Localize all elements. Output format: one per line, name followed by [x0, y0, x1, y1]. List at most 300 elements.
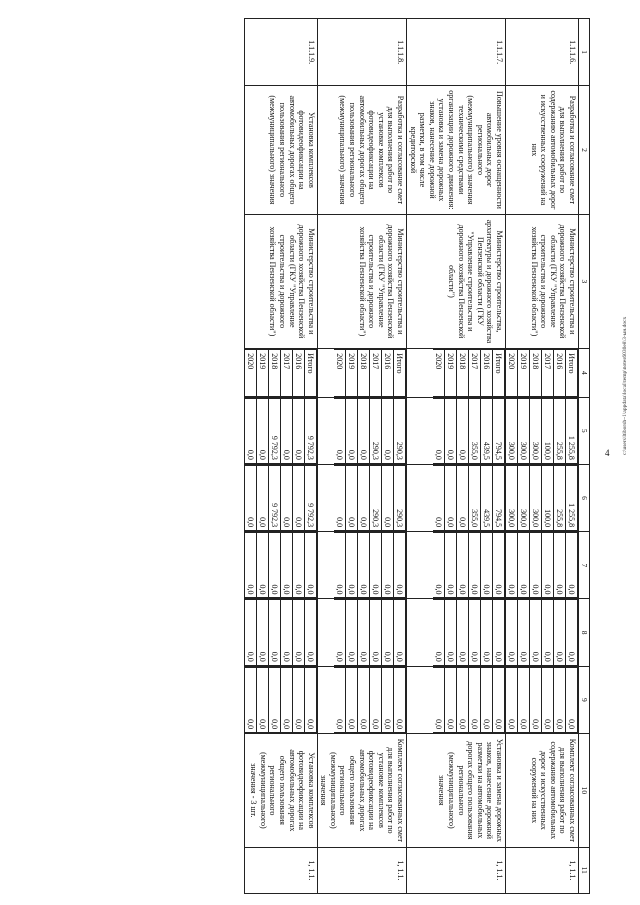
value-stack: [245, 532, 317, 598]
value-row: [268, 350, 280, 396]
value-cell: 0,0: [280, 600, 292, 665]
value-stack: [433, 599, 505, 665]
value-stack: [334, 465, 406, 531]
year-list: [506, 349, 579, 397]
value-row: [481, 667, 493, 732]
value-row: [280, 533, 292, 598]
value-row: [256, 600, 268, 665]
value-row: [370, 600, 382, 665]
value-row: [268, 533, 280, 598]
value-row: [445, 465, 457, 530]
value-row: [358, 398, 370, 463]
year-cell: Итого: [566, 350, 578, 396]
value-row: [370, 350, 382, 396]
value-cell: 300,0: [530, 398, 542, 463]
column-number-6: 6: [579, 464, 590, 531]
value-row: [245, 465, 257, 530]
year-cell: Итого: [304, 350, 316, 396]
value-row: [493, 667, 505, 732]
file-path-footer: c:\users\ltiborsh~1\appdata\local\temp\notes6030e8\3-ын.docx: [622, 316, 628, 455]
indicator-link: 1, 1.1.: [244, 847, 317, 893]
value-row: [256, 350, 268, 396]
value-row: [370, 667, 382, 732]
value-row: [481, 533, 493, 598]
value-cell: 0,0: [358, 398, 370, 463]
value-cell: 0,0: [370, 600, 382, 665]
value-cell: 255,8: [554, 465, 566, 530]
value-row: [394, 533, 406, 598]
column-number-7: 7: [579, 532, 590, 599]
value-row: [518, 600, 530, 665]
value-cell: 0,0: [334, 600, 346, 665]
year-cell: Итого: [493, 350, 505, 396]
value-row: [481, 398, 493, 463]
value-row: [566, 350, 578, 396]
federal-budget-list: [407, 532, 506, 599]
value-cell: 0,0: [256, 600, 268, 665]
row-code: 1.1.1.9.: [244, 19, 317, 86]
year-cell: 2019: [445, 350, 457, 396]
table-row: [317, 19, 406, 894]
value-cell: 0,0: [506, 533, 518, 598]
year-cell: 2018: [457, 350, 469, 396]
value-row: [245, 667, 257, 732]
value-cell: 0,0: [469, 600, 481, 665]
value-stack: [433, 667, 505, 733]
value-row: [280, 667, 292, 732]
value-row: [481, 600, 493, 665]
value-cell: 355,0: [469, 465, 481, 530]
value-cell: 0,0: [433, 465, 445, 530]
column-number-11: 11: [579, 847, 590, 893]
value-cell: 0,0: [445, 398, 457, 463]
value-cell: 0,0: [530, 533, 542, 598]
value-cell: 0,0: [445, 600, 457, 665]
value-row: [457, 350, 469, 396]
value-stack: [334, 349, 406, 396]
executor: Министерство строительства и дорожного хозяйства Пензенской области (ГКУ "Управление строительства и дорожного хозяйства Пензенской области"): [244, 214, 317, 349]
value-row: [457, 465, 469, 530]
value-cell: 0,0: [382, 533, 394, 598]
value-cell: 255,8: [554, 398, 566, 463]
value-stack: [433, 465, 505, 531]
value-stack: [245, 599, 317, 665]
value-row: [256, 465, 268, 530]
other-sources-list: [407, 666, 506, 733]
indicator-link: 1, 1.1.: [407, 847, 506, 893]
value-cell: 0,0: [268, 533, 280, 598]
value-row: [358, 350, 370, 396]
activity-name: Разработка и согласование смет для выполнения работ по установке комплексов фотовидеофиксации на автомобильных дорогах общего пользования регионального (межмуниципального) значения: [317, 86, 406, 214]
value-cell: 0,0: [382, 398, 394, 463]
year-cell: 2016: [382, 350, 394, 396]
value-row: [445, 533, 457, 598]
row-code: 1.1.1.8.: [317, 19, 406, 86]
value-row: [433, 465, 445, 530]
value-stack: [334, 599, 406, 665]
value-row: [542, 600, 554, 665]
value-row: [370, 533, 382, 598]
value-cell: 300,0: [518, 465, 530, 530]
year-cell: 2017: [469, 350, 481, 396]
value-row: [292, 667, 304, 732]
value-row: [554, 533, 566, 598]
value-row: [493, 600, 505, 665]
value-row: [542, 533, 554, 598]
year-cell: 2020: [334, 350, 346, 396]
column-number-5: 5: [579, 397, 590, 464]
value-row: [304, 533, 316, 598]
year-cell: 2020: [506, 350, 518, 396]
value-row: [506, 600, 518, 665]
value-cell: 0,0: [518, 600, 530, 665]
value-cell: 0,0: [245, 600, 257, 665]
total-funding-list: [506, 397, 579, 464]
table-row: [407, 19, 506, 894]
value-row: [256, 533, 268, 598]
value-stack: [245, 465, 317, 531]
value-cell: 1 255,8: [566, 465, 578, 530]
value-row: [292, 465, 304, 530]
value-row: [554, 667, 566, 732]
year-list: [244, 349, 317, 397]
value-cell: 0,0: [566, 533, 578, 598]
value-row: [346, 533, 358, 598]
value-cell: 0,0: [292, 533, 304, 598]
value-cell: 100,0: [542, 465, 554, 530]
value-row: [304, 667, 316, 732]
value-cell: 0,0: [445, 465, 457, 530]
value-cell: 0,0: [292, 398, 304, 463]
year-cell: 2016: [481, 350, 493, 396]
value-stack: [433, 398, 505, 464]
column-number-9: 9: [579, 666, 590, 733]
federal-budget-list: [506, 532, 579, 599]
local-budget-list: [407, 599, 506, 666]
federal-budget-list: [244, 532, 317, 599]
value-row: [346, 667, 358, 732]
expected-result: Комплект согласованных смет для выполнения работ по установке комплексов фотовидеофиксации на автомобильных дорогах общего пользования регионального (межмуниципального) значения: [317, 734, 406, 848]
table-row: [506, 19, 579, 894]
value-cell: 0,0: [566, 667, 578, 732]
value-row: [382, 667, 394, 732]
value-cell: 0,0: [292, 667, 304, 732]
value-row: [268, 600, 280, 665]
column-number-2: 2: [579, 86, 590, 214]
value-cell: 0,0: [280, 533, 292, 598]
indicator-link: 1, 1.1.: [317, 847, 406, 893]
year-cell: 2019: [256, 350, 268, 396]
value-cell: 290,3: [370, 398, 382, 463]
value-cell: 0,0: [506, 667, 518, 732]
value-row: [530, 398, 542, 463]
value-cell: 0,0: [280, 465, 292, 530]
value-row: [394, 465, 406, 530]
column-number-3: 3: [579, 214, 590, 349]
value-row: [245, 600, 257, 665]
federal-budget-list: [317, 532, 406, 599]
value-row: [433, 533, 445, 598]
column-number-4: 4: [579, 349, 590, 397]
value-row: [506, 667, 518, 732]
total-funding-list: [317, 397, 406, 464]
value-cell: 0,0: [256, 398, 268, 463]
value-cell: 0,0: [433, 533, 445, 598]
value-row: [542, 465, 554, 530]
value-row: [506, 533, 518, 598]
value-row: [457, 600, 469, 665]
value-cell: 0,0: [493, 667, 505, 732]
value-cell: 0,0: [358, 533, 370, 598]
value-cell: 0,0: [554, 600, 566, 665]
value-row: [334, 533, 346, 598]
value-row: [518, 398, 530, 463]
value-row: [493, 398, 505, 463]
value-cell: 0,0: [292, 600, 304, 665]
value-row: [469, 465, 481, 530]
value-row: [334, 398, 346, 463]
value-cell: 0,0: [382, 465, 394, 530]
value-row: [554, 350, 566, 396]
value-row: [457, 398, 469, 463]
value-row: [542, 350, 554, 396]
value-stack: [506, 349, 578, 396]
value-row: [542, 398, 554, 463]
value-cell: 355,0: [469, 398, 481, 463]
column-number-1: 1: [579, 19, 590, 86]
year-cell: 2017: [542, 350, 554, 396]
value-stack: [245, 349, 317, 396]
value-row: [469, 350, 481, 396]
value-row: [382, 465, 394, 530]
value-row: [566, 465, 578, 530]
year-cell: 2018: [358, 350, 370, 396]
value-row: [566, 600, 578, 665]
value-row: [268, 465, 280, 530]
value-cell: 0,0: [358, 667, 370, 732]
value-cell: 0,0: [346, 667, 358, 732]
expected-result: Установка и замена дорожных знаков, нанесение дорожной разметки на автомобильных дорогах общего пользования регионального (межмуниципального) значения: [407, 734, 506, 848]
value-row: [280, 600, 292, 665]
value-cell: 300,0: [506, 465, 518, 530]
value-row: [518, 350, 530, 396]
value-cell: 0,0: [493, 600, 505, 665]
value-cell: 0,0: [554, 667, 566, 732]
value-cell: 0,0: [457, 667, 469, 732]
value-cell: 0,0: [433, 600, 445, 665]
year-cell: 2020: [433, 350, 445, 396]
value-row: [304, 398, 316, 463]
value-cell: 0,0: [469, 533, 481, 598]
value-cell: 0,0: [469, 667, 481, 732]
value-cell: 0,0: [358, 465, 370, 530]
value-row: [280, 465, 292, 530]
value-row: [530, 465, 542, 530]
value-cell: 0,0: [481, 600, 493, 665]
column-number-header: [579, 19, 590, 894]
year-cell: Итого: [394, 350, 406, 396]
value-cell: 0,0: [445, 667, 457, 732]
year-cell: 2018: [530, 350, 542, 396]
activity-name: Разработка и согласование смет для выполнения работ по содержанию автомобильных дорог и искусственных сооружений на них: [506, 86, 579, 214]
value-cell: 0,0: [268, 667, 280, 732]
value-row: [445, 398, 457, 463]
value-row: [382, 350, 394, 396]
value-cell: 0,0: [256, 465, 268, 530]
value-cell: 290,3: [394, 465, 406, 530]
expected-result: Комплект согласованных смет для выполнения работ по содержанию автомобильных дорог и искусственных сооружений на них: [506, 734, 579, 848]
value-row: [530, 600, 542, 665]
program-table: [244, 18, 590, 894]
row-code: 1.1.1.7.: [407, 19, 506, 86]
column-number-10: 10: [579, 734, 590, 848]
year-cell: 2016: [554, 350, 566, 396]
value-cell: 0,0: [256, 533, 268, 598]
value-row: [506, 465, 518, 530]
value-cell: 9 792,3: [268, 465, 280, 530]
value-cell: 0,0: [245, 465, 257, 530]
value-row: [469, 667, 481, 732]
value-row: [292, 600, 304, 665]
value-row: [358, 533, 370, 598]
value-cell: 0,0: [334, 465, 346, 530]
value-row: [457, 667, 469, 732]
value-stack: [334, 667, 406, 733]
value-row: [358, 465, 370, 530]
value-row: [304, 465, 316, 530]
value-row: [292, 533, 304, 598]
value-row: [245, 533, 257, 598]
value-row: [542, 667, 554, 732]
other-sources-list: [506, 666, 579, 733]
value-cell: 0,0: [245, 398, 257, 463]
value-row: [334, 465, 346, 530]
value-row: [280, 398, 292, 463]
value-row: [518, 667, 530, 732]
value-cell: 0,0: [346, 533, 358, 598]
activity-name: Установка комплексов фотовидеофиксации на автомобильных дорогах общего пользования регионального (межмуниципального) значения: [244, 86, 317, 214]
value-row: [382, 533, 394, 598]
year-cell: 2017: [280, 350, 292, 396]
value-cell: 0,0: [518, 667, 530, 732]
value-row: [292, 350, 304, 396]
value-row: [334, 667, 346, 732]
value-cell: 0,0: [370, 533, 382, 598]
value-row: [506, 350, 518, 396]
value-row: [268, 398, 280, 463]
value-row: [256, 667, 268, 732]
value-stack: [506, 532, 578, 598]
value-cell: 794,5: [493, 465, 505, 530]
value-row: [506, 398, 518, 463]
value-stack: [506, 398, 578, 464]
value-row: [245, 350, 257, 396]
value-row: [370, 398, 382, 463]
value-row: [481, 465, 493, 530]
value-row: [346, 465, 358, 530]
value-cell: 0,0: [457, 398, 469, 463]
year-list: [407, 349, 506, 397]
value-cell: 300,0: [506, 398, 518, 463]
regional-budget-list: [506, 464, 579, 531]
value-row: [358, 667, 370, 732]
value-row: [268, 667, 280, 732]
expected-result: Установка комплексов фотовидеофиксации на автомобильных дорогах общего пользования регионального (межмуниципального) значения - 3 шт.: [244, 734, 317, 848]
value-cell: 0,0: [506, 600, 518, 665]
value-cell: 439,5: [481, 465, 493, 530]
value-stack: [506, 599, 578, 665]
value-row: [346, 398, 358, 463]
value-cell: 0,0: [245, 533, 257, 598]
value-row: [481, 350, 493, 396]
value-row: [382, 398, 394, 463]
value-cell: 439,5: [481, 398, 493, 463]
value-cell: 0,0: [457, 600, 469, 665]
value-stack: [245, 398, 317, 464]
value-cell: 0,0: [457, 533, 469, 598]
value-cell: 0,0: [370, 667, 382, 732]
value-stack: [433, 349, 505, 396]
value-row: [394, 398, 406, 463]
value-row: [554, 465, 566, 530]
value-cell: 0,0: [457, 465, 469, 530]
value-cell: 0,0: [566, 600, 578, 665]
value-row: [518, 465, 530, 530]
year-cell: 2019: [346, 350, 358, 396]
regional-budget-list: [317, 464, 406, 531]
value-row: [530, 350, 542, 396]
value-row: [334, 600, 346, 665]
value-cell: 0,0: [280, 667, 292, 732]
value-row: [469, 398, 481, 463]
value-cell: 0,0: [334, 533, 346, 598]
value-cell: 0,0: [334, 667, 346, 732]
value-row: [530, 533, 542, 598]
value-stack: [245, 667, 317, 733]
total-funding-list: [407, 397, 506, 464]
value-cell: 0,0: [304, 533, 316, 598]
year-cell: 2020: [245, 350, 257, 396]
value-cell: 100,0: [542, 398, 554, 463]
value-row: [566, 533, 578, 598]
regional-budget-list: [244, 464, 317, 531]
value-row: [433, 350, 445, 396]
value-cell: 0,0: [304, 667, 316, 732]
value-row: [433, 398, 445, 463]
local-budget-list: [244, 599, 317, 666]
column-number-8: 8: [579, 599, 590, 666]
row-code: 1.1.1.6.: [506, 19, 579, 86]
value-cell: 0,0: [542, 600, 554, 665]
value-cell: 0,0: [268, 600, 280, 665]
value-row: [245, 398, 257, 463]
value-cell: 0,0: [346, 465, 358, 530]
value-cell: 794,5: [493, 398, 505, 463]
value-cell: 0,0: [292, 465, 304, 530]
value-cell: 0,0: [433, 667, 445, 732]
value-stack: [506, 667, 578, 733]
value-cell: 9 792,3: [304, 398, 316, 463]
value-row: [280, 350, 292, 396]
value-cell: 300,0: [530, 465, 542, 530]
value-cell: 0,0: [382, 667, 394, 732]
executor: Министерство строительства, архитектуры и дорожного хозяйства Пензенской области (ГКУ "Управление строительства и дорожного хозяйства Пензенской области"): [407, 214, 506, 349]
total-funding-list: [244, 397, 317, 464]
value-row: [358, 600, 370, 665]
value-stack: [334, 398, 406, 464]
value-cell: 1 255,8: [566, 398, 578, 463]
value-row: [554, 398, 566, 463]
